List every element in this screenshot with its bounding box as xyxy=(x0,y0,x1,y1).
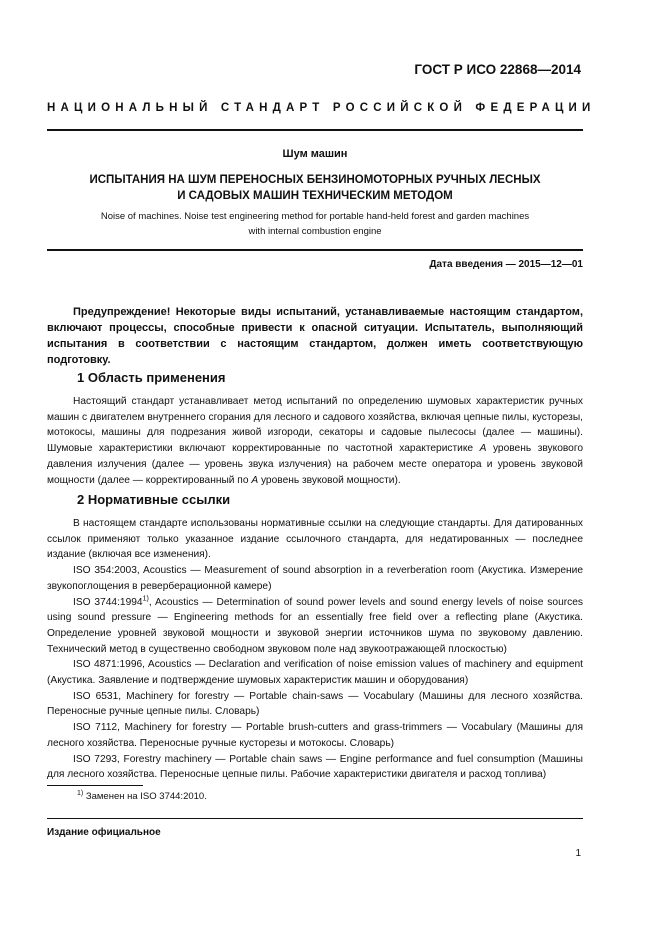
reference-iso-7293: ISO 7293, Forestry machinery — Portable chain saws — Engine performance and fuel consumption (Машины для лесного хозяйства. Переносные цепные пилы. Рабочие характеристики двигателя и расход топлива) xyxy=(47,753,583,781)
warning-paragraph: Предупреждение! Некоторые виды испытаний, устанавливаемые настоящим стандартом, включают процессы, способные привести к опасной ситуации. Испытатель, выполняющий испытания в соответствии с настоящим стандартом, должен иметь соответствующую подготовку. xyxy=(47,306,583,366)
reference-iso-7112: ISO 7112, Machinery for forestry — Portable brush-cutters and grass-trimmers — Vocabulary (Машины для лесного хозяйства. Переносные ручные кусторезы и мотокосы. Словарь) xyxy=(47,722,583,749)
references-intro: В настоящем стандарте использованы нормативные ссылки на следующие стандарты. Для датированных ссылок применяют только указанное издание ссылочного стандарта, для недатированных — последнее издание (включая все изменения). xyxy=(47,518,583,561)
standard-title xyxy=(47,172,583,204)
section-2-heading: 2 Нормативные ссылки xyxy=(77,492,231,507)
official-edition-label: Издание официальное xyxy=(47,827,161,838)
national-standard-banner: НАЦИОНАЛЬНЫЙ СТАНДАРТ РОССИЙСКОЙ ФЕДЕРАЦИИ xyxy=(47,102,596,114)
document-number: ГОСТ Р ИСО 22868—2014 xyxy=(414,62,581,77)
introduction-date: Дата введения — 2015—12—01 xyxy=(429,259,583,270)
reference-iso-4871: ISO 4871:1996, Acoustics — Declaration and verification of noise emission values of machinery and equipment (Акустика. Заявление и подтверждение шумовых характеристик машин и оборудования) xyxy=(47,659,583,687)
section-2-body xyxy=(47,516,583,783)
title-rule xyxy=(47,249,583,251)
scope-paragraph: Настоящий стандарт устанавливает метод испытаний по определению шумовых характеристик ручных машин с двигателем внутреннего сгорания для лесного и садового хозяйства, включая цепные пилы, кусторезы, мотокосы, машины для подрезания живой изгороди, секаторы и садовые пылесосы (далее — машины). Шумовые характеристики включают корректированные по частотной характеристике A уровень звукового давления излучения (далее — уровень звука излучения) на рабочем месте оператора и уровень звуковой мощности (далее — корректированный по A уровень звуковой мощности). xyxy=(47,396,584,486)
page-number: 1 xyxy=(575,848,581,859)
header-rule xyxy=(47,129,583,131)
reference-iso-354: ISO 354:2003, Acoustics — Measurement of sound absorption in a reverberation room (Акустика. Измерение звукопоглощения в реверберационной камере) xyxy=(47,565,583,592)
footer-rule xyxy=(47,818,583,819)
footnote-marker: 1) xyxy=(142,595,149,603)
standard-title-line2: И САДОВЫХ МАШИН ТЕХНИЧЕСКИМ МЕТОДОМ xyxy=(177,190,453,202)
reference-iso-6531: ISO 6531, Machinery for forestry — Portable chain-saws — Vocabulary (Машины для лесного хозяйства. Переносные ручные цепные пилы. Словарь) xyxy=(47,690,583,718)
standard-category: Шум машин xyxy=(282,148,348,160)
section-1-body xyxy=(47,394,583,488)
english-title xyxy=(47,209,583,239)
english-title-line1: Noise of machines. Noise test engineering method for portable hand-held forest and garden machines xyxy=(100,211,530,222)
standard-title-line1: ИСПЫТАНИЯ НА ШУМ ПЕРЕНОСНЫХ БЕНЗИНОМОТОРНЫХ РУЧНЫХ ЛЕСНЫХ xyxy=(89,174,541,186)
footnote-rule xyxy=(47,785,143,786)
english-title-line2: with internal combustion engine xyxy=(248,226,382,237)
footnote: $^{1)}$ Заменен на ISO 3744:2010. xyxy=(77,789,207,802)
section-1-heading: 1 Область применения xyxy=(77,370,226,385)
reference-iso-3744: ISO 3744:1994$^{1)}$, Acoustics — Determination of sound power levels and sound energy levels of noise sources using sound pressure — Engineering methods for an essentially free field over a reflecting plane (Акустика. Определение уровней звуковой мощности и звуковой энергии источников шума по звуковому давлению. Технический метод в существенно свободном звуковом поле над звукоотражающей плоскостью) xyxy=(47,595,583,655)
